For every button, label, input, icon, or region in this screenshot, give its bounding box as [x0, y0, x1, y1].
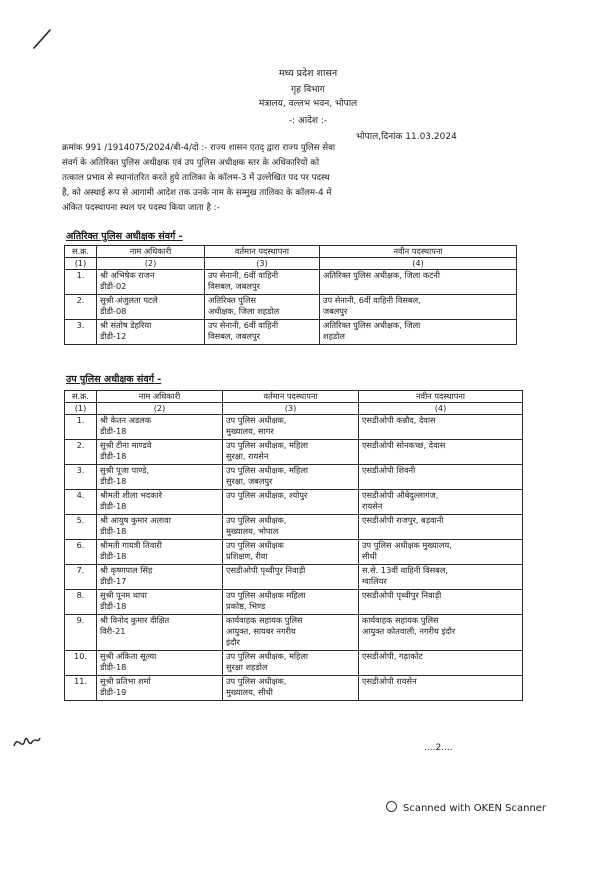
cell-text: श्रीमती गायत्री तिवारी [100, 540, 162, 550]
cell-text: उप पुलिस अधीक्षक महिला [226, 590, 306, 600]
table-row [65, 490, 523, 515]
officer-name [97, 270, 205, 295]
column-number: (2) [97, 258, 205, 270]
cell-text: मुख्यालय, भोपाल [226, 526, 279, 536]
new-posting [359, 540, 523, 565]
cell-text: डीडी-18 [100, 426, 127, 436]
column-header: नाम अधिकारी [97, 391, 223, 403]
serial-number: 7. [65, 565, 97, 590]
current-posting [223, 540, 359, 565]
current-posting [223, 515, 359, 540]
order-date: भोपाल,दिनांक 11.03.2024 [356, 132, 457, 142]
cell-text: सुश्री टीना माण्डवे [100, 440, 152, 450]
cell-text: डीडी-17 [100, 576, 127, 586]
cell-text: आयुक्त कोतवाली, नगरीय इंदौर [362, 626, 456, 636]
new-posting [359, 415, 523, 440]
column-number: (1) [65, 258, 97, 270]
column-header: नाम अधिकारी [97, 246, 205, 258]
cell-text: डीडी-19 [100, 687, 127, 697]
cell-text: प्रकोष्ठ, भिण्ड [226, 601, 266, 611]
cell-text: श्री अभिषेक राजन [100, 270, 155, 280]
cell-text: मुख्यालय, सागर [226, 426, 274, 436]
header-department: गृह विभाग [291, 85, 325, 95]
cell-text: उप पुलिस अधीक्षक, श्योपुर [226, 490, 308, 500]
officer-name [97, 676, 223, 701]
new-posting [320, 320, 517, 345]
cell-text: मुख्यालय, सीधी [226, 687, 273, 697]
order-paragraph [62, 141, 514, 216]
signature-initials [12, 732, 42, 754]
current-posting [223, 440, 359, 465]
serial-number: 2. [65, 295, 97, 320]
cell-text: श्री केतन अडलक [100, 415, 152, 425]
cell-text: श्री आयुष कुमार अलावा [100, 515, 171, 525]
current-posting [223, 490, 359, 515]
cell-text: एसडीओपी औबेदुल्लागंज, [362, 490, 439, 500]
cell-text: सुश्री अंकिता सूल्या [100, 651, 157, 661]
cell-text: श्री विनोद कुमार दीक्षित [100, 615, 170, 625]
cell-text: एसडीओपी पृथ्वीपुर निवाड़ी [226, 565, 306, 575]
officer-name [97, 440, 223, 465]
order-line: क्रमांक 991 /1914075/2024/बी-4/दो :- राज्य शासन एतद् द्वारा राज्य पुलिस सेवा [62, 143, 336, 153]
cell-text: एसडीओपी, गढ़ाकोट [362, 651, 423, 661]
cell-text: एसडीओपी पृथ्वीपुर निवाड़ी [362, 590, 442, 600]
cell-text: सुश्री प्रतिभा शर्मा [100, 676, 151, 686]
cell-text: आयुक्त, सायबर नगरीय [226, 626, 296, 636]
cell-text: अतिरिक्त पुलिस [208, 295, 257, 305]
new-posting [359, 651, 523, 676]
column-number: (4) [320, 258, 517, 270]
table-header-row [65, 391, 523, 403]
officer-name [97, 565, 223, 590]
header-address: मंत्रालय, वल्लभ भवन, भोपाल [258, 99, 358, 109]
table-row [65, 515, 523, 540]
column-number: (3) [223, 403, 359, 415]
cell-text: सुरक्षा शहडोल [226, 662, 268, 672]
table-row [65, 465, 523, 490]
current-posting [205, 295, 320, 320]
table-row [65, 540, 523, 565]
cell-text: डीडी-02 [100, 281, 127, 291]
cell-text: कार्यवाहक सहायक पुलिस [362, 615, 439, 625]
new-posting [359, 515, 523, 540]
cell-text: उप पुलिस अधीक्षक, महिला [226, 651, 309, 661]
column-number: (2) [97, 403, 223, 415]
cell-text: उप पुलिस अधीक्षक, [226, 676, 287, 686]
header-govt: मध्य प्रदेश शासन [278, 68, 338, 79]
column-number: (3) [205, 258, 320, 270]
cell-text: रायसेन [362, 501, 383, 511]
pen-mark-icon [30, 26, 54, 50]
new-posting [359, 676, 523, 701]
column-header: वर्तमान पदस्थापना [223, 391, 359, 403]
current-posting [223, 615, 359, 651]
order-line: तत्काल प्रभाव से स्थानांतरित करते हुये तालिका के कॉलम-3 में उल्लेखित पद पर पदस्थ [62, 173, 330, 183]
section1-table [64, 245, 517, 345]
serial-number: 2. [65, 440, 97, 465]
cell-text: उप पुलिस अधीक्षक, महिला [226, 465, 309, 475]
table-row [65, 651, 523, 676]
cell-text: डीडी-18 [100, 551, 127, 561]
cell-text: उप पुलिस अधीक्षक, [226, 515, 287, 525]
cell-text: श्री कृष्णपाल सिंह [100, 565, 153, 575]
order-line: संवर्ग के अतिरिक्त पुलिस अधीक्षक एवं उप पुलिस अधीक्षक स्तर के अधिकारियों को [62, 158, 320, 168]
column-number: (1) [65, 403, 97, 415]
scanner-logo-icon [386, 801, 397, 812]
column-header: नवीन पदस्थापना [320, 246, 517, 258]
cell-text: उप पुलिस अधीक्षक, [226, 415, 287, 425]
officer-name [97, 540, 223, 565]
serial-number: 1. [65, 415, 97, 440]
current-posting [205, 270, 320, 295]
scanner-footer-text: Scanned with OKEN Scanner [403, 803, 547, 814]
cell-text: जबलपुर [323, 306, 348, 316]
column-header: स.क्र. [65, 246, 97, 258]
cell-text: सुश्री पूनम थापा [100, 590, 147, 600]
current-posting [223, 565, 359, 590]
cell-text: उप पुलिस अधीक्षक [226, 540, 284, 550]
new-posting [359, 490, 523, 515]
officer-name [97, 320, 205, 345]
cell-text: सुश्री पूजा पाण्डे, [100, 465, 150, 475]
table-colnum-row [65, 403, 523, 415]
cell-text: विरी-21 [100, 626, 126, 636]
current-posting [223, 590, 359, 615]
table-row [65, 676, 523, 701]
section1-title: अतिरिक्त पुलिस अधीक्षक संवर्ग - [66, 231, 183, 242]
table-row [65, 415, 523, 440]
cell-text: एसडीओपी शिवनी [362, 465, 416, 475]
cell-text: शहडोल [323, 331, 345, 341]
column-header: स.क्र. [65, 391, 97, 403]
current-posting [223, 651, 359, 676]
table-row [65, 565, 523, 590]
section2-title: उप पुलिस अधीक्षक संवर्ग - [66, 374, 162, 385]
cell-text: सुश्री अंजुलता पटले [100, 295, 158, 305]
serial-number: 8. [65, 590, 97, 615]
new-posting [359, 590, 523, 615]
table-row [65, 615, 523, 651]
current-posting [223, 676, 359, 701]
officer-name [97, 415, 223, 440]
officer-name [97, 651, 223, 676]
current-posting [223, 465, 359, 490]
current-posting [223, 415, 359, 440]
cell-text: डीडी-18 [100, 601, 127, 611]
cell-text: अतिरिक्त पुलिस अधीक्षक, जिला [323, 320, 421, 330]
cell-text: डीडी-18 [100, 662, 127, 672]
cell-text: डीडी-18 [100, 501, 127, 511]
column-header: नवीन पदस्थापना [359, 391, 523, 403]
officer-name [97, 490, 223, 515]
serial-number: 3. [65, 320, 97, 345]
column-header: वर्तमान पदस्थापना [205, 246, 320, 258]
cell-text: विसबल, जबलपुर [208, 331, 260, 341]
table-row [65, 320, 517, 345]
table-colnum-row [65, 258, 517, 270]
cell-text: डीडी-18 [100, 476, 127, 486]
officer-name [97, 590, 223, 615]
new-posting [359, 465, 523, 490]
serial-number: 6. [65, 540, 97, 565]
table-row [65, 590, 523, 615]
cell-text: एसडीओपी कन्नौद, देवास [362, 415, 436, 425]
table-row [65, 295, 517, 320]
header-order-title: -: आदेश :- [288, 116, 328, 126]
new-posting [359, 565, 523, 590]
table-row [65, 440, 523, 465]
cell-text: कार्यवाहक सहायक पुलिस [226, 615, 303, 625]
serial-number: 11. [65, 676, 97, 701]
section2-table [64, 390, 523, 701]
cell-text: अतिरिक्त पुलिस अधीक्षक, जिला कटनी [323, 270, 440, 280]
cell-text: श्रीमती शीला भदकारे [100, 490, 163, 500]
cell-text: अधीक्षक, जिला शहडोल [208, 306, 280, 316]
serial-number: 3. [65, 465, 97, 490]
serial-number: 9. [65, 615, 97, 651]
cell-text: उप पुलिस अधीक्षक मुख्यालय, [362, 540, 452, 550]
new-posting [320, 270, 517, 295]
officer-name [97, 295, 205, 320]
officer-name [97, 515, 223, 540]
cell-text: स.से. 13वीं वाहिनी विसबल, [362, 565, 449, 575]
cell-text: उप पुलिस अधीक्षक, महिला [226, 440, 309, 450]
table-row [65, 270, 517, 295]
cell-text: सुरक्षा, रायसेन [226, 451, 269, 461]
cell-text: प्रशिक्षण, रीवा [226, 551, 268, 561]
cell-text: एसडीओपी राजपुर, बड़वानी [362, 515, 444, 525]
serial-number: 4. [65, 490, 97, 515]
order-line: अंकित पदस्थापना स्थल पर पदस्थ किया जाता है :- [62, 203, 220, 213]
cell-text: एसडीओपी रायसेन [362, 676, 417, 686]
cell-text: सीधी [362, 551, 377, 561]
column-number: (4) [359, 403, 523, 415]
cell-text: ग्वालियर [362, 576, 387, 586]
cell-text: डीडी-12 [100, 331, 127, 341]
new-posting [359, 440, 523, 465]
new-posting [359, 615, 523, 651]
serial-number: 5. [65, 515, 97, 540]
cell-text: उप सेनानी, 6वीं वाहिनी [208, 320, 279, 330]
table-header-row [65, 246, 517, 258]
page-marker: ....2.... [424, 743, 453, 753]
current-posting [205, 320, 320, 345]
cell-text: इंदौर [226, 637, 240, 647]
cell-text: डीडी-18 [100, 526, 127, 536]
cell-text: डीडी-08 [100, 306, 127, 316]
scanner-footer [386, 801, 546, 814]
cell-text: उप सेनानी, 6वीं वाहिनी [208, 270, 279, 280]
cell-text: एसडीओपी सोनकच्छ, देवास [362, 440, 446, 450]
cell-text: उप सेनानी, 6वीं वाहिनी विसबल, [323, 295, 421, 305]
cell-text: विसबल, जबलपुर [208, 281, 260, 291]
cell-text: श्री संतोष डेहरिया [100, 320, 152, 330]
cell-text: डीडी-18 [100, 451, 127, 461]
officer-name [97, 465, 223, 490]
new-posting [320, 295, 517, 320]
serial-number: 10. [65, 651, 97, 676]
cell-text: सुरक्षा, जबलपुर [226, 476, 273, 486]
serial-number: 1. [65, 270, 97, 295]
officer-name [97, 615, 223, 651]
order-line: है, को अस्थाई रूप से आगामी आदेश तक उनके नाम के सम्मुख तालिका के कॉलम-4 में [62, 188, 332, 198]
